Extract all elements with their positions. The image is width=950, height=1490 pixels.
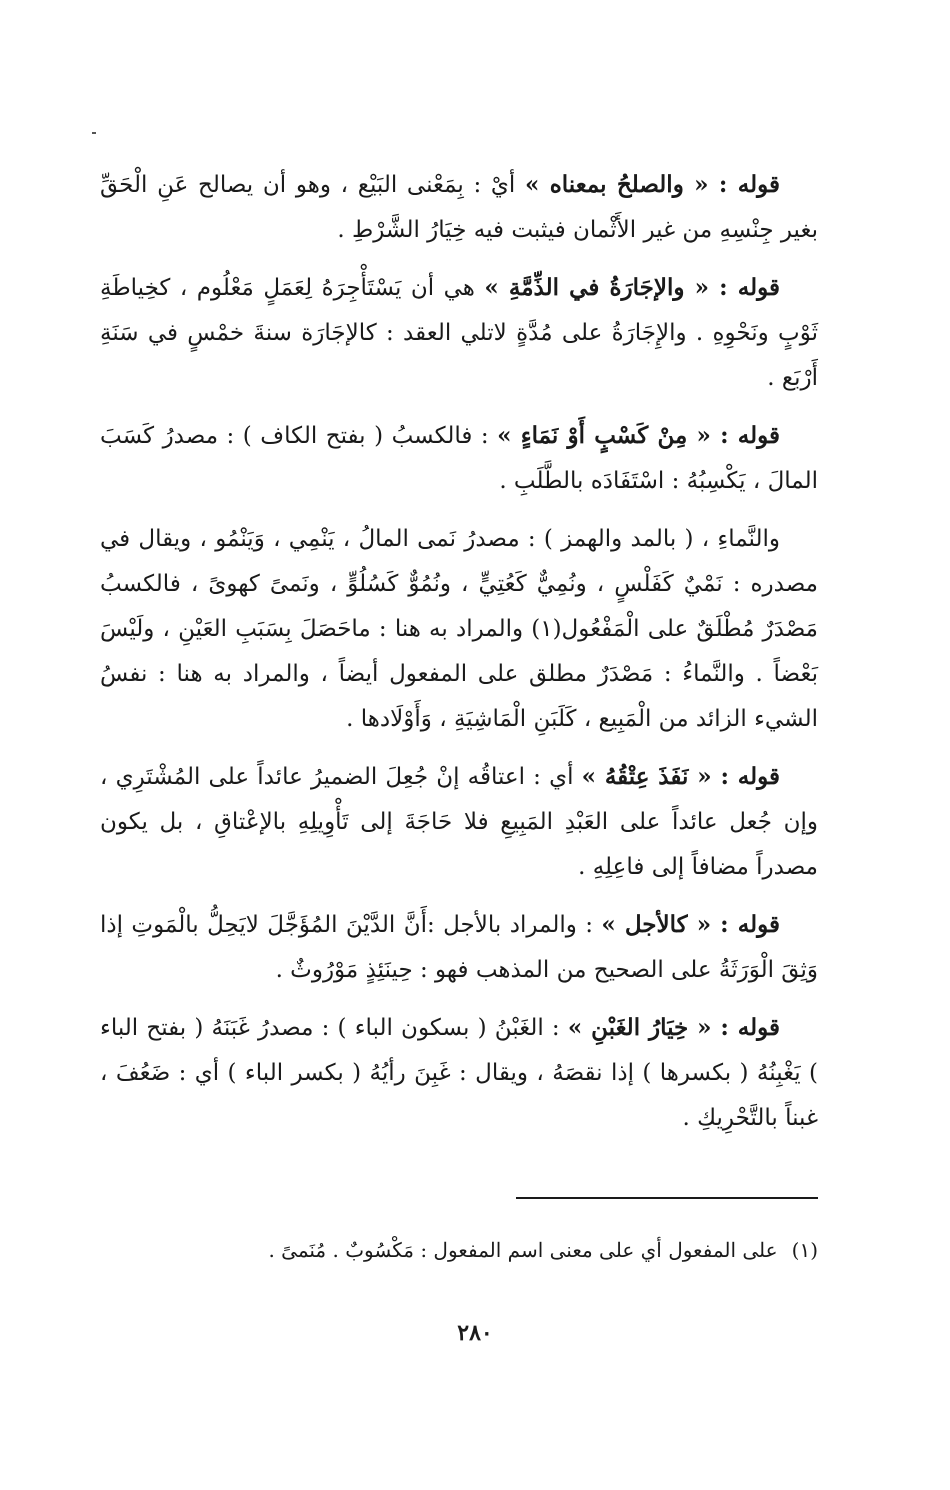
paragraph-body: والنَّماءِ ، ( بالمد والهمز ) : مصدرُ نَمى المالُ ، يَنْمِي ، وَيَنْمُو ، ويقال في مصدره : نَمْيٌ كَفَلْسٍ ، ونُمِيٌّ كَعُتِيٍّ ، ونُمُوٌّ كَسُلُوٍّ ، ونَمىً كهوىً ، فالكسبُ مَصْدَرٌ مُطْلَقٌ على الْمَفْعُول(١) والمراد به هنا : ماحَصَلَ بِسَبَبِ العَيْنِ ، ولَيْسَ بَعْضاً . والنَّماءُ : مَصْدَرٌ مطلق على المفعول أيضاً ، والمراد به هنا : نفسُ الشيء الزائد من الْمَبِيع ، كَلَبَنِ الْمَاشِيَةِ ، وَأَوْلَادها .	[100, 526, 819, 732]
footnote-separator	[516, 1197, 818, 1199]
paragraph-lead: قوله : « مِنْ كَسْبٍ أَوْ نَمَاءٍ »	[497, 422, 781, 449]
paragraph-4	[100, 516, 818, 742]
paragraph-lead: قوله : « خِيَارُ الغَبْنِ »	[567, 1014, 780, 1041]
paragraph-1	[100, 162, 818, 253]
page-number: ٢٨٠	[457, 1320, 493, 1346]
paragraph-lead: قوله : « كالأجل »	[601, 911, 780, 938]
paragraph-body: : الغَبْنُ ( بسكون الباء ) : مصدرُ غَبَنَهُ ( بفتح الباء ) يَغْبِنُهُ ( بكسرها ) إذا نقصَهُ ، ويقال : غَبِنَ رأيُهُ ( بكسر الباء ) أي : ضَعُفَ ، غبناً بالتَّحْرِيكِ .	[100, 1015, 818, 1131]
paragraph-body: : فالكسبُ ( بفتح الكاف ) : مصدرُ كَسَبَ المالَ ، يَكْسِبُهُ : اسْتَفَادَه بالطَّلَبِ .	[100, 423, 818, 494]
footnote-number: (١)	[791, 1238, 818, 1262]
paragraph-body: : والمراد بالأجل :أَنَّ الدَّيْنَ المُؤَجَّلَ لايَحِلُّ بالْمَوتِ إذا وَثِقَ الْوَرَثَةُ على الصحيح من المذهب فهو : حِينَئِذٍ مَوْرُوثٌ .	[100, 912, 818, 983]
footnote-text: على المفعول أي على معنى اسم المفعول : مَكْسُوبٌ . مُنَمىً .	[268, 1238, 778, 1262]
paragraph-body: هي أن يَسْتَأْجِرَهُ لِعَمَلٍ مَعْلُوم ، كخِياطَةِ ثَوْبٍ ونَحْوِهِ . والإِجَارَةُ على مُدَّةٍ لاتلي العقد : كالإجَارَة سنةَ خمْسٍ في سَنَةِ أَرْبَع .	[100, 275, 818, 391]
footnote	[100, 1234, 818, 1266]
paragraph-5	[100, 754, 818, 890]
paragraph-body: أي : اعتاقُه إنْ جُعِلَ الضميرُ عائداً على المُشْتَرِي ، وإن جُعل عائداً على العَبْدِ المَبِيعِ فلا حَاجَةَ إلى تَأْوِيلِهِ بالإعْتاقِ ، بل يكون مصدراً مضافاً إلى فاعِلِهِ .	[100, 764, 818, 880]
paragraph-lead: قوله : « والإجَارَةُ في الذِّمَّةِ »	[484, 274, 780, 301]
main-text	[100, 162, 818, 1153]
stray-mark	[92, 132, 96, 134]
paragraph-6	[100, 902, 818, 993]
paragraph-7	[100, 1005, 818, 1141]
paragraph-3	[100, 413, 818, 504]
paragraph-lead: قوله : « نَفَذَ عِتْقُهُ »	[581, 763, 781, 790]
paragraph-lead: قوله : « والصلحُ بمعناه »	[524, 171, 780, 198]
paragraph-body: أيْ : بِمَعْنى البَيْع ، وهو أن يصالح عَنِ الْحَقِّ بغير جِنْسِهِ من غير الأَثْمان فيثبت فيه خِيَارُ الشَّرْطِ .	[100, 172, 818, 243]
paragraph-2	[100, 265, 818, 401]
